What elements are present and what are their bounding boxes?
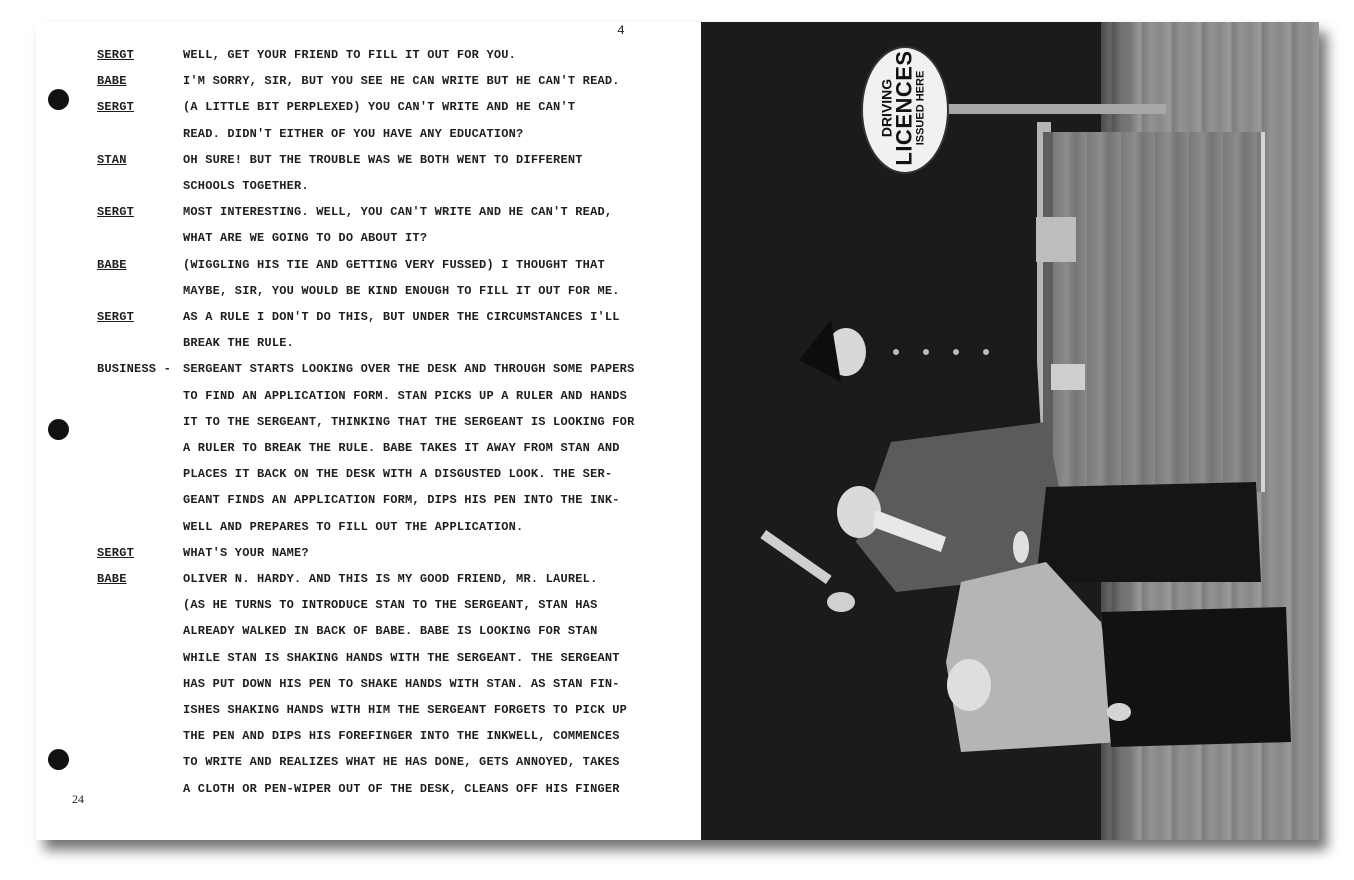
dialogue-text: WELL AND PREPARES TO FILL OUT THE APPLICATION. (183, 519, 524, 534)
dialogue-text: TO FIND AN APPLICATION FORM. STAN PICKS UP A RULER AND HANDS (183, 388, 628, 403)
book-spread (36, 22, 1319, 840)
dialogue-text: WHAT ARE WE GOING TO DO ABOUT IT? (183, 231, 428, 246)
dialogue-text: SERGEANT STARTS LOOKING OVER THE DESK AND THROUGH SOME PAPERS (183, 362, 635, 377)
dialogue-text: WELL, GET YOUR FRIEND TO FILL IT OUT FOR YOU. (183, 48, 517, 62)
dialogue-text: MOST INTERESTING. WELL, YOU CAN'T WRITE AND HE CAN'T READ, (183, 205, 613, 220)
dialogue-text: WHILE STAN IS SHAKING HANDS WITH THE SERGEANT. THE SERGEANT (183, 650, 620, 665)
film-still-photo (701, 22, 1319, 840)
speaker-name: STAN (97, 152, 127, 167)
speaker-name: BUSINESS - (97, 362, 172, 377)
sergeant-figure (799, 217, 1085, 442)
speaker-name: SERGT (97, 310, 135, 324)
speaker-name: SERGT (97, 100, 135, 115)
dialogue-text: READ. DIDN'T EITHER OF YOU HAVE ANY EDUCATION? (183, 126, 524, 141)
binder-hole (48, 419, 69, 440)
dialogue-text: (A LITTLE BIT PERPLEXED) YOU CAN'T WRITE AND HE CAN'T (183, 100, 576, 115)
dialogue-text: AS A RULE I DON'T DO THIS, BUT UNDER THE CIRCUMSTANCES I'LL (183, 310, 620, 324)
script-page (36, 22, 701, 840)
speaker-name: SERGT (97, 48, 135, 62)
speaker-name: BABE (97, 74, 127, 89)
speaker-name: SERGT (97, 205, 135, 220)
dialogue-text: GEANT FINDS AN APPLICATION FORM, DIPS HIS PEN INTO THE INK- (183, 493, 620, 508)
dialogue-text: A RULER TO BREAK THE RULE. BABE TAKES IT AWAY FROM STAN AND (183, 441, 620, 455)
actors-figures (701, 22, 1319, 840)
dialogue-text: ALREADY WALKED IN BACK OF BABE. BABE IS LOOKING FOR STAN (183, 624, 598, 639)
dialogue-text: (WIGGLING HIS TIE AND GETTING VERY FUSSED) I THOUGHT THAT (183, 257, 605, 272)
script-page-number: 4 (617, 23, 625, 38)
dialogue-text: IT TO THE SERGEANT, THINKING THAT THE SERGEANT IS LOOKING FOR (183, 414, 635, 429)
speaker-name: SERGT (97, 545, 135, 560)
dialogue-text: THE PEN AND DIPS HIS FOREFINGER INTO THE INKWELL, COMMENCES (183, 729, 620, 744)
dialogue-text: SCHOOLS TOGETHER. (183, 179, 309, 193)
dialogue-text: PLACES IT BACK ON THE DESK WITH A DISGUSTED LOOK. THE SER- (183, 467, 613, 482)
dialogue-text: TO WRITE AND REALIZES WHAT HE HAS DONE, GETS ANNOYED, TAKES (183, 755, 620, 770)
sign-lettering: DRIVING LICENCES ISSUED HERE (878, 50, 927, 166)
dialogue-text: A CLOTH OR PEN-WIPER OUT OF THE DESK, CLEANS OFF HIS FINGER (183, 781, 620, 796)
dialogue-text: ISHES SHAKING HANDS WITH HIM THE SERGEANT FORGETS TO PICK UP (183, 703, 628, 717)
binder-hole (48, 749, 69, 770)
dialogue-text: HAS PUT DOWN HIS PEN TO SHAKE HANDS WITH STAN. AS STAN FIN- (183, 676, 620, 691)
book-page-number: 24 (72, 792, 84, 806)
dialogue-text: (AS HE TURNS TO INTRODUCE STAN TO THE SERGEANT, STAN HAS (183, 598, 598, 613)
dialogue-text: OH SURE! BUT THE TROUBLE WAS WE BOTH WENT TO DIFFERENT (183, 152, 583, 167)
dialogue-text: MAYBE, SIR, YOU WOULD BE KIND ENOUGH TO FILL IT OUT FOR ME. (183, 283, 620, 298)
dialogue-text: OLIVER N. HARDY. AND THIS IS MY GOOD FRIEND, MR. LAUREL. (183, 572, 598, 586)
binder-hole (48, 89, 69, 110)
speaker-name: BABE (97, 257, 127, 272)
dialogue-text: I'M SORRY, SIR, BUT YOU SEE HE CAN WRITE BUT HE CAN'T READ. (183, 74, 620, 89)
speaker-name: BABE (97, 572, 127, 586)
dialogue-text: WHAT'S YOUR NAME? (183, 545, 309, 560)
dialogue-text: BREAK THE RULE. (183, 336, 295, 351)
